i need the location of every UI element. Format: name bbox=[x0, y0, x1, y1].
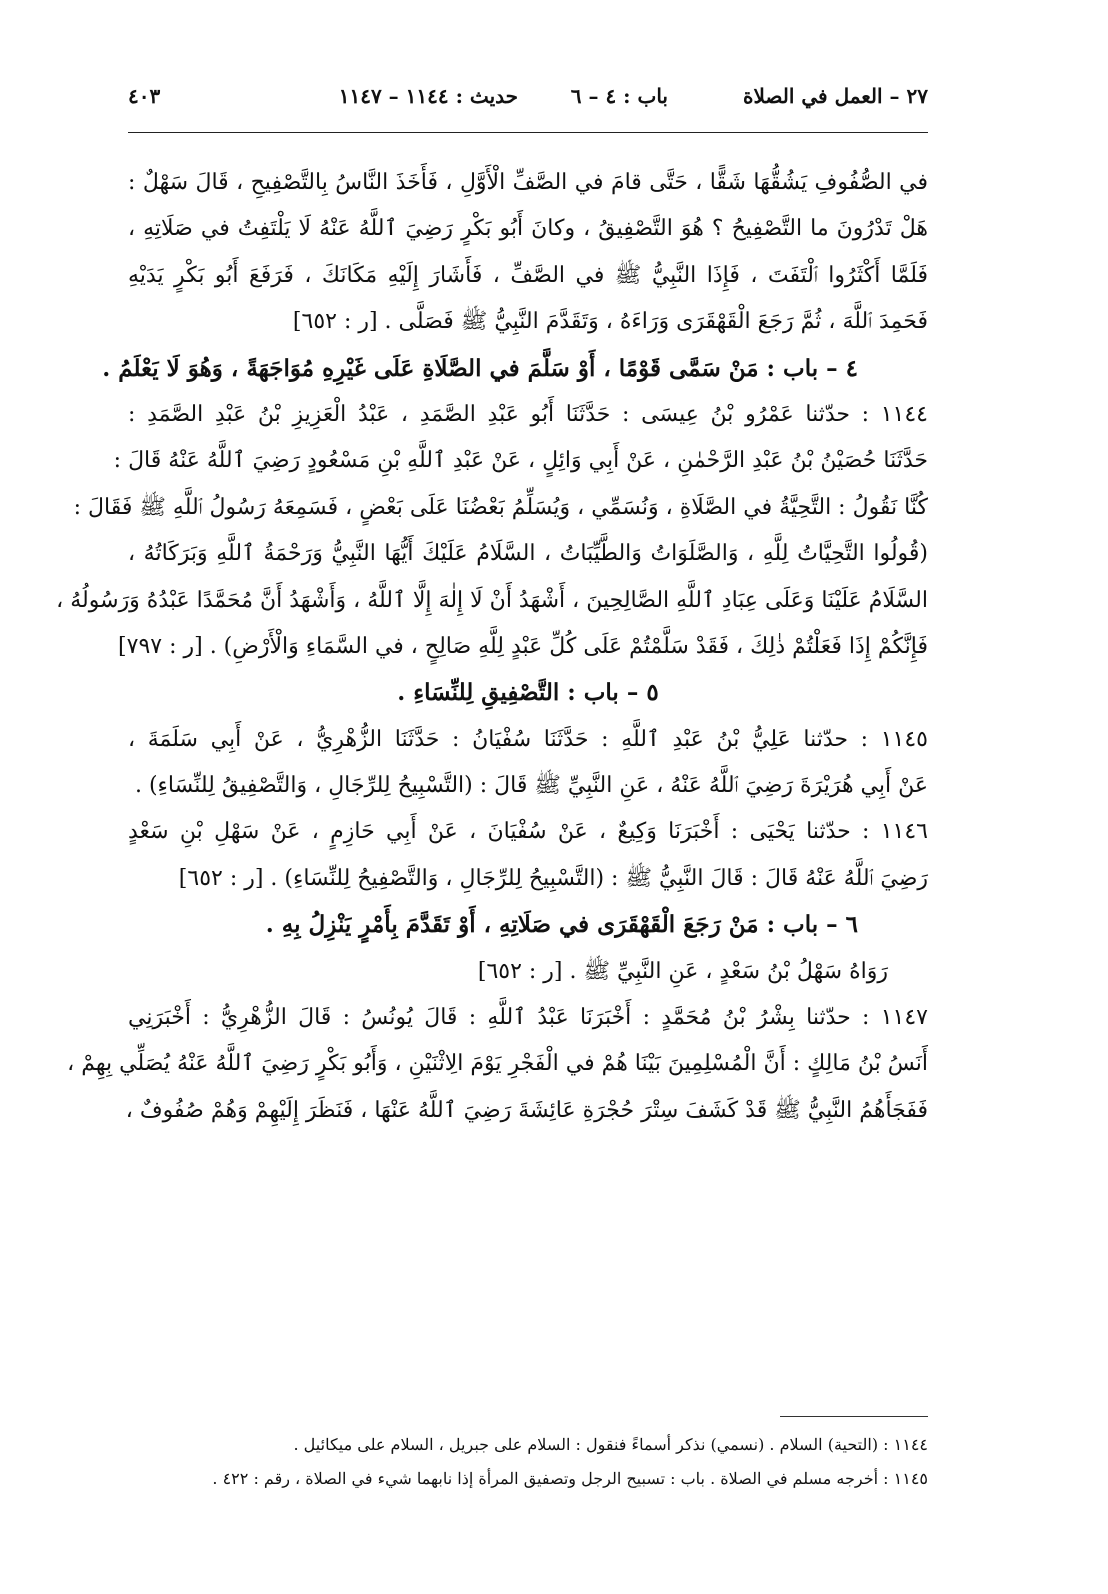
chapter-title: ٢٧ – العمل في الصلاة bbox=[743, 84, 928, 108]
text-line: (قُولُوا التَّحِيَّاتُ لِلَّهِ ، وَالصَّلَوَاتُ وَالطَّيِّبَاتُ ، السَّلَامُ عَلَيْكَ أَيُّهَا النَّبِيُّ وَرَحْمَةُ ٱللَّهِ وَبَرَكَاتُهُ ، bbox=[128, 541, 928, 567]
text-line: هَلْ تَدْرُونَ ما التَّصْفِيحُ ؟ هُوَ التَّصْفِيقُ ، وكانَ أَبُو بَكْرٍ رَضِيَ ٱللَّهُ عَنْهُ لَا يَلْتَفِتُ في صَلَاتِهِ ، bbox=[128, 216, 928, 242]
header-divider bbox=[128, 132, 928, 133]
text-line: حَدَّثَنَا حُصَيْنُ بْنُ عَبْدِ الرَّحْمٰنِ ، عَنْ أَبِي وَائِلٍ ، عَنْ عَبْدِ ٱللَّهِ بْنِ مَسْعُودٍ رَضِيَ ٱللَّهُ عَنْهُ قَالَ : bbox=[113, 448, 928, 474]
main-text bbox=[56, 160, 928, 1134]
chapter-heading-4: ٤ – باب : مَنْ سَمَّى قَوْمًا ، أَوْ سَلَّمَ في الصَّلَاةِ عَلَى غَيْرِهِ مُوَاجَهَةً ، وَهُوَ لَا يَعْلَمُ . bbox=[102, 354, 858, 382]
text-line: رَضِيَ ٱللَّهُ عَنْهُ قَالَ : قَالَ النَّبِيُّ ﷺ : (التَّسْبِيحُ لِلرِّجَالِ ، وَالتَّصْفِيحُ لِلنِّسَاءِ) . [ر : ٦٥٢] bbox=[178, 865, 928, 891]
text-line: ١١٤٥ : حدّثنا عَلِيُّ بْنُ عَبْدِ ٱللَّهِ : حَدَّثَنَا سُفْيَانُ : حَدَّثَنَا الزُّهْرِيُّ ، عَنْ أَبِي سَلَمَةَ ، bbox=[128, 726, 928, 752]
text-line: رَوَاهُ سَهْلُ بْنُ سَعْدٍ ، عَنِ النَّبِيِّ ﷺ . [ر : ٦٥٢] bbox=[477, 958, 888, 984]
hadith-range: حديث : ١١٤٤ – ١١٤٧ bbox=[338, 84, 518, 108]
footnote: ١١٤٤ : (التحية) السلام . (نسمي) نذكر أسماءً فنقول : السلام على جبريل ، السلام على ميكائيل . bbox=[293, 1435, 928, 1454]
text-line: فَحَمِدَ ٱللَّهَ ، ثُمَّ رَجَعَ الْقَهْقَرَى وَرَاءَهُ ، وَتَقَدَّمَ النَّبِيُّ ﷺ فَصَلَّى . [ر : ٦٥٢] bbox=[292, 309, 928, 335]
chapter-heading-6: ٦ – باب : مَنْ رَجَعَ الْقَهْقَرَى في صَلَاتِهِ ، أَوْ تَقَدَّمَ بِأَمْرٍ يَنْزِلُ بِهِ . bbox=[265, 911, 858, 939]
running-header bbox=[128, 84, 928, 124]
text-line: أَنَسُ بْنُ مَالِكٍ : أَنَّ الْمُسْلِمِينَ بَيْنَا هُمْ في الْفَجْرِ يَوْمَ الِاثْنَيْنِ ، وَأَبُو بَكْرٍ رَضِيَ ٱللَّهُ عَنْهُ يُصَلِّي بِهِمْ ، bbox=[67, 1051, 928, 1077]
text-line: في الصُّفُوفِ يَشُقُّهَا شَقًّا ، حَتَّى قامَ في الصَّفِّ الْأَوَّلِ ، فَأَخَذَ النَّاسُ بِالتَّصْفِيحِ ، قَالَ سَهْلٌ : bbox=[128, 170, 928, 195]
footnote: ١١٤٥ : أخرجه مسلم في الصلاة . باب : تسبيح الرجل وتصفيق المرأة إذا نابهما شيء في الصلاة ، رقم : ٤٢٢ . bbox=[212, 1469, 928, 1488]
bab-range: باب : ٤ – ٦ bbox=[570, 84, 668, 108]
text-line: ١١٤٤ : حدّثنا عَمْرُو بْنُ عِيسَى : حَدَّثَنَا أَبُو عَبْدِ الصَّمَدِ ، عَبْدُ الْعَزِيزِ بْنُ عَبْدِ الصَّمَدِ : bbox=[128, 401, 928, 427]
text-line: فَلَمَّا أَكْثَرُوا ٱلْتَفَتَ ، فَإِذَا النَّبِيُّ ﷺ في الصَّفِّ ، فَأَشَارَ إِلَيْهِ مَكَانَكَ ، فَرَفَعَ أَبُو بَكْرٍ يَدَيْهِ bbox=[128, 262, 928, 288]
footnote-divider bbox=[780, 1416, 928, 1417]
text-line: عَنْ أَبِي هُرَيْرَةَ رَضِيَ ٱللَّهُ عَنْهُ ، عَنِ النَّبِيِّ ﷺ قَالَ : (التَّسْبِيحُ لِلرِّجَالِ ، وَالتَّصْفِيقُ لِلنِّسَاءِ) . bbox=[134, 773, 928, 799]
text-line: كُنَّا نَقُولُ : التَّحِيَّةُ في الصَّلَاةِ ، وَنُسَمِّي ، وَيُسَلِّمُ بَعْضُنَا عَلَى بَعْضٍ ، فَسَمِعَهُ رَسُولُ ٱللَّهِ ﷺ فَقَالَ : bbox=[73, 494, 928, 520]
text-line: فَفَجَأَهُمُ النَّبِيُّ ﷺ قَدْ كَشَفَ سِتْرَ حُجْرَةِ عَائِشَةَ رَضِيَ ٱللَّهُ عَنْهَا ، فَنَظَرَ إِلَيْهِمْ وَهُمْ صُفُوفٌ ، bbox=[125, 1097, 928, 1123]
text-line: فَإِنَّكُمْ إِذَا فَعَلْتُمْ ذٰلِكَ ، فَقَدْ سَلَّمْتُمْ عَلَى كُلِّ عَبْدٍ لِلَّهِ صَالِحٍ ، في السَّمَاءِ وَالْأَرْضِ) . [ر : ٧٩٧] bbox=[118, 633, 928, 659]
text-line: ١١٤٦ : حدّثنا يَحْيَى : أَخْبَرَنَا وَكِيعٌ ، عَنْ سُفْيَانَ ، عَنْ أَبِي حَازِمٍ ، عَنْ سَهْلِ بْنِ سَعْدٍ bbox=[128, 819, 928, 845]
page-number: ٤٠٣ bbox=[128, 84, 161, 108]
footnotes bbox=[128, 1428, 928, 1496]
text-line: ١١٤٧ : حدّثنا بِشْرُ بْنُ مُحَمَّدٍ : أَخْبَرَنَا عَبْدُ ٱللَّهِ : قَالَ يُونُسُ : قَالَ الزُّهْرِيُّ : أَخْبَرَنِي bbox=[128, 1005, 928, 1031]
chapter-heading-5: ٥ – باب : التَّصْفِيقِ لِلنِّسَاءِ . bbox=[397, 679, 659, 707]
text-line: السَّلَامُ عَلَيْنَا وَعَلَى عِبَادِ ٱللَّهِ الصَّالِحِينَ ، أَشْهَدُ أَنْ لَا إِلٰهَ إِلَّا ٱللَّهُ ، وَأَشْهَدُ أَنَّ مُحَمَّدًا عَبْدُهُ وَرَسُولُهُ ، bbox=[56, 587, 928, 613]
